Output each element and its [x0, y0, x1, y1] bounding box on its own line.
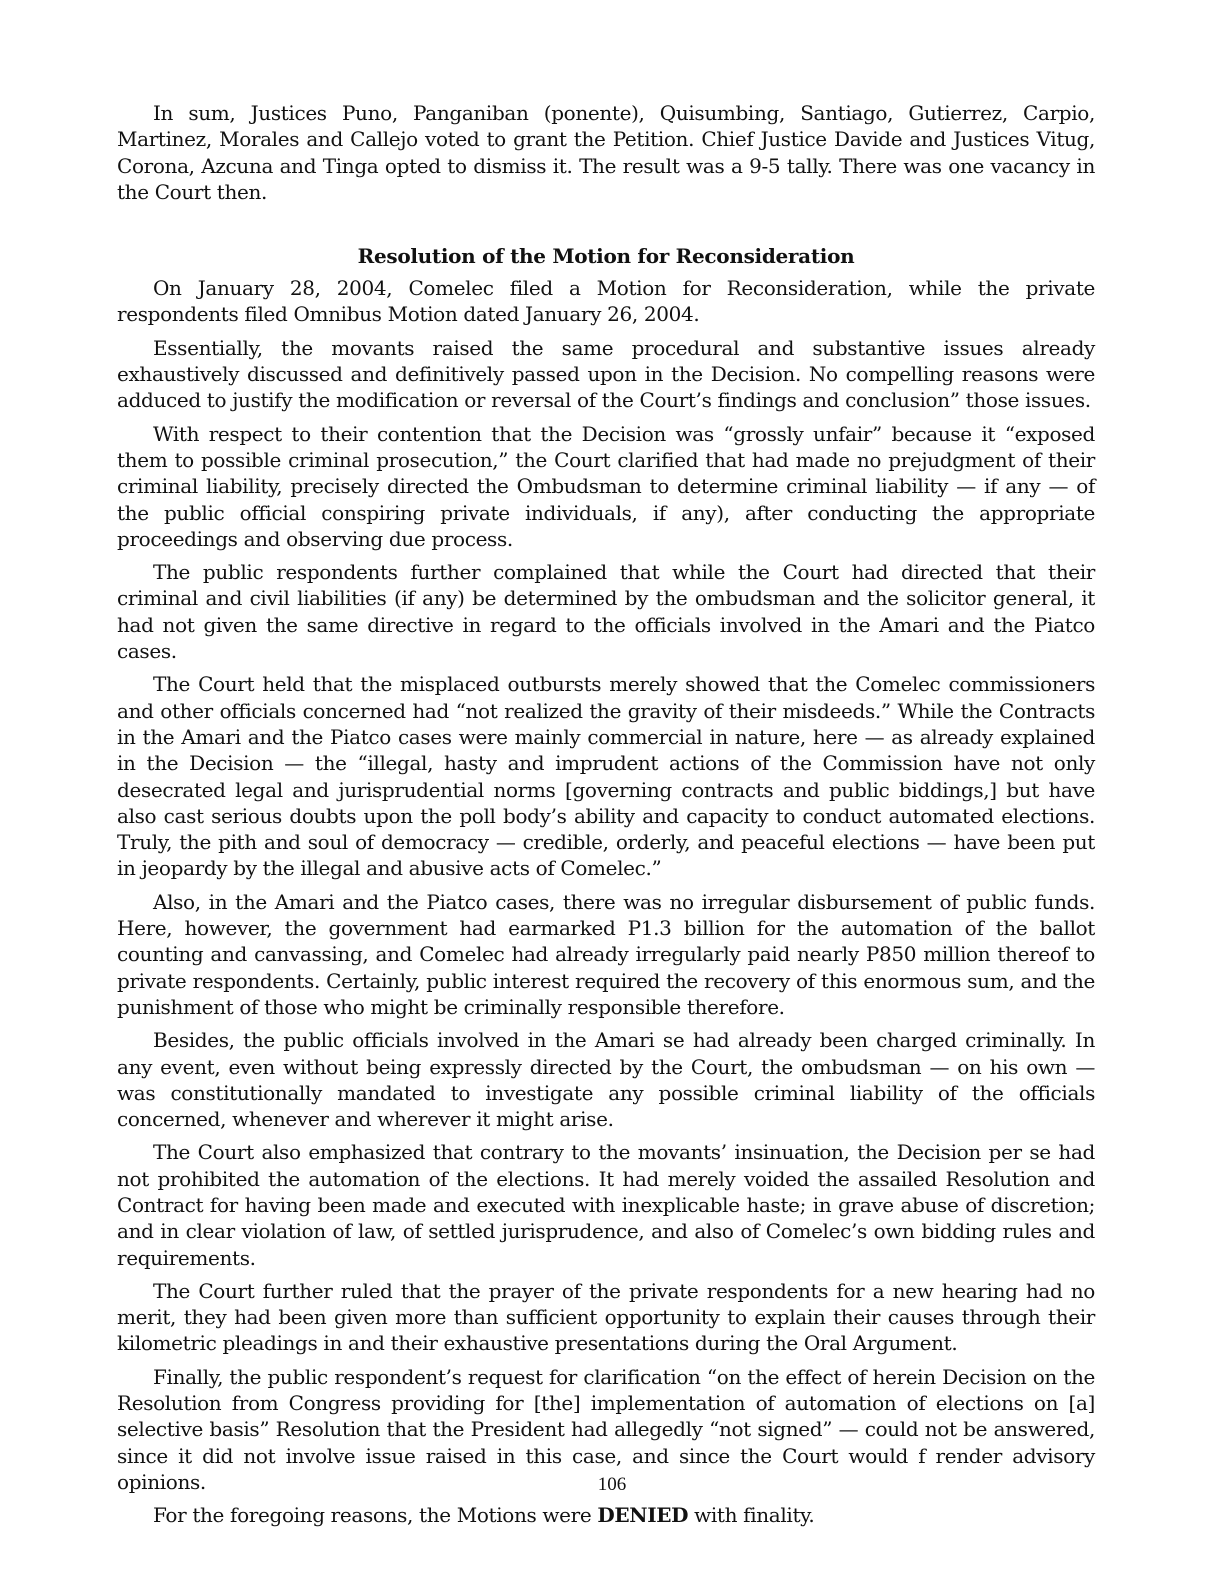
body-paragraph: Finally, the public respondent’s request for clarification “on the effect of herein Decision on the Resolution from Congress providing for [the] implementation of automation of elections on [a] selective basis” Resolution that the President had allegedly “not signed” — could not be answered, since it did not involve issue raised in this case, and since the Court would f render advisory opinions. — [117, 1364, 1095, 1494]
intro-paragraph: In sum, Justices Puno, Panganiban (ponente), Quisumbing, Santiago, Gutierrez, Carpio, Martinez, Morales and Callejo voted to grant the Petition. Chief Justice Davide and Justices Vitug, Corona, Azcuna and Tinga opted to dismiss it. The result was a 9-5 tally. There was one vacancy in the Court then. — [117, 101, 1095, 204]
body-paragraph: The Court further ruled that the prayer of the private respondents for a new hearing had no merit, they had been given more than sufficient opportunity to explain their causes through their kilometric pleadings in and their exhaustive presentations during the Oral Argument. — [117, 1278, 1095, 1356]
body-paragraph: With respect to their contention that the Decision was “grossly unfair” because it “exposed them to possible criminal prosecution,” the Court clarified that had made no prejudgment of their criminal liability, precisely directed the Ombudsman to determine criminal liability — if any — of the public official conspiring private individuals, if any), after conducting the appropriate proceedings and observing due process. — [117, 421, 1095, 551]
body-paragraph: The public respondents further complained that while the Court had directed that their criminal and civil liabilities (if any) be determined by the ombudsman and the solicitor general, it had not given the same directive in regard to the officials involved in the Amari and the Piatco cases. — [117, 560, 1095, 664]
body-paragraph: Also, in the Amari and the Piatco cases, there was no irregular disbursement of public funds. Here, however, the government had earmarked P1.3 billion for the automation of the ballot counting and canvassing, and Comelec had already irregularly paid nearly P850 million thereof to private respondents. Certainly, public interest required the recovery of this enormous sum, and the punishment of those who might be criminally responsible therefore. — [117, 889, 1095, 1019]
document-page — [117, 100, 1095, 1536]
body-paragraph: On January 28, 2004, Comelec filed a Motion for Reconsideration, while the private respondents filed Omnibus Motion dated January 26, 2004. — [117, 276, 1095, 327]
closing-paragraph — [117, 1502, 1095, 1528]
denied-emphasis: DENIED — [597, 1503, 689, 1528]
section-heading: Resolution of the Motion for Reconsideration — [357, 244, 855, 269]
body-paragraph: The Court also emphasized that contrary to the movants’ insinuation, the Decision per se had not prohibited the automation of the elections. It had merely voided the assailed Resolution and Contract for having been made and executed with inexplicable haste; in grave abuse of discretion; and in clear violation of law, of settled jurisprudence, and also of Comelec’s own bidding rules and requirements. — [117, 1140, 1095, 1270]
closing-text-before: For the foregoing reasons, the Motions were — [153, 1503, 598, 1528]
body-paragraph: The Court held that the misplaced outbursts merely showed that the Comelec commissioners and other officials concerned had “not realized the gravity of their misdeeds.” While the Contracts in the Amari and the Piatco cases were mainly commercial in nature, here — as already explained in the Decision — the “illegal, hasty and imprudent actions of the Commission have not only desecrated legal and jurisprudential norms [governing contracts and public biddings,] but have also cast serious doubts upon the poll body’s ability and capacity to conduct automated elections. Truly, the pith and soul of democracy — credible, orderly, and peaceful elections — have been put in jeopardy by the illegal and abusive acts of Comelec.” — [117, 672, 1095, 881]
closing-text-after: with finality. — [688, 1503, 815, 1528]
page-number: 106 — [597, 1474, 627, 1495]
body-paragraph: Besides, the public officials involved in the Amari se had already been charged criminally. In any event, even without being expressly directed by the Court, the ombudsman — on his own — was constitutionally mandated to investigate any possible criminal liability of the officials concerned, whenever and wherever it might arise. — [117, 1028, 1095, 1132]
body-paragraph: Essentially, the movants raised the same procedural and substantive issues already exhaustively discussed and definitively passed upon in the Decision. No compelling reasons were adduced to justify the modification or reversal of the Court’s findings and conclusion” those issues. — [117, 335, 1095, 413]
